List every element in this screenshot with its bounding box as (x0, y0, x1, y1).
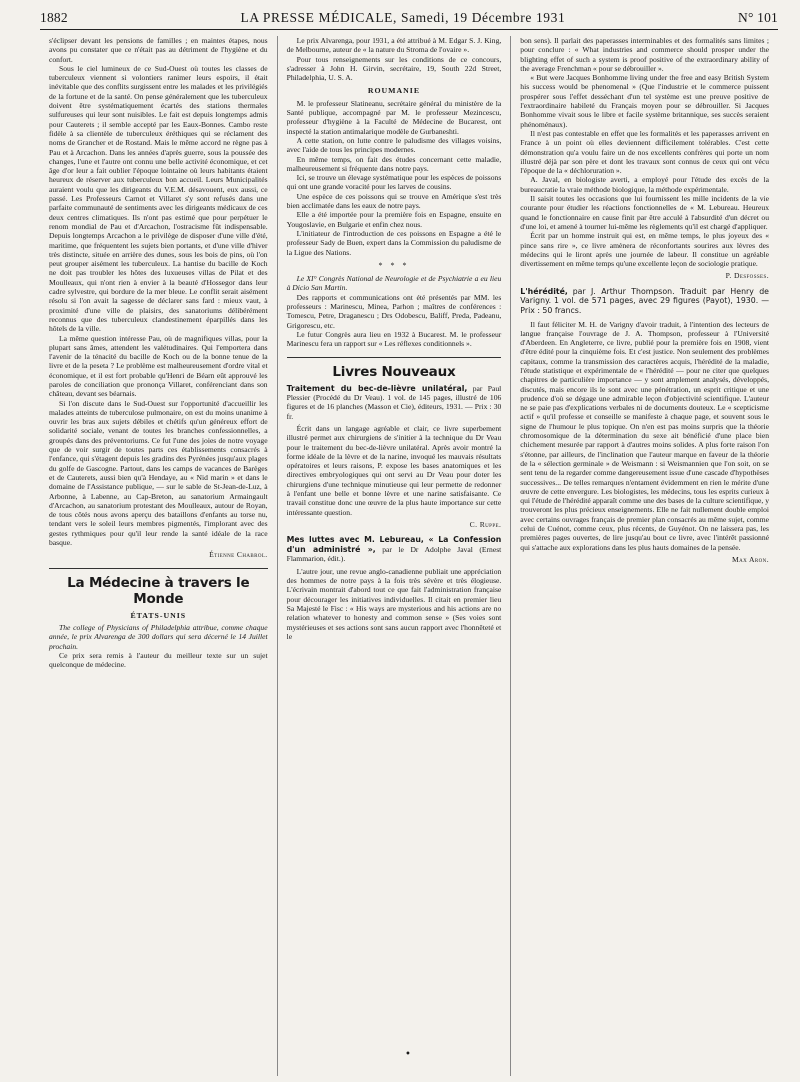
paragraph: Il saisit toutes les occasions que lui fournissent les mille incidents de la vie courante pour étudier les réactions fonctionnelles de « M. Lebureau. Heureux quand le fonctionnaire en cause finit par être acculé à l'absurdité d'un décret ou d'une loi, et amené à tourner lui-même les règlements qu'il est chargé d'appliquer. (520, 194, 769, 231)
paragraph: Le XI° Congrès National de Neurologie et de Psychiatrie a eu lieu à Dicio San Martin. (286, 274, 502, 293)
country-heading: ÉTATS-UNIS (130, 610, 187, 620)
author-signature: Étienne Chabrol. (209, 550, 268, 560)
paragraph: Sous le ciel lumineux de ce Sud-Ouest où toutes les classes de tuberculeux viennent si volontiers ranimer leurs espoirs, il était inévitable que des conflits surgissent entre les malades et les privilégiés de la fortune et de la santé. On pense généralement que les tuberculeux doivent être systématiquement écartés des stations thermales sulfureuses qui leur sont nuisibles. Le fait est depuis longtemps admis pour Cauterets ; il semble accepté par les Eaux-Bonnes. Cambo reste fidèle à sa clientèle de tuberculeux éréthiques qui se réclament des noms de Grancher et de Rostand. Mais le même accord ne règne pas à Pau et à Arcachon. Dans les années d'après guerre, sous la poussée des changes, l'une et l'autre ont connu une belle activité économique, et cet âge d'or leur a fait oublier l'époque lointaine où leurs habitants étaient heureux de réserver aux tuberculeux bon accueil. Leurs Municipalités auraient voulu que les dirigeants du V.E.M. désavouent, eux aussi, ce passé. Les Professeurs Carnot et Villaret s'y sont refusés dans une parfaite communauté de sentiments avec les dirigeants médicaux de ces deux centres climatiques. Ils n'ont pas estimé que pour perpétuer le renom mondial de Pau et d'Arcachon, l'ostracisme fût indispensable. Depuis longtemps Arcachon a le privilège de disposer d'une ville d'été, maritime, que fréquentent les sujets bien portants, et d'une ville d'hiver très distincte, située en arrière des dunes, sous les bois de pins, où l'on peut grouper aisément les tuberculeux. La hantise du bacille de Koch ne doit pas troubler les hôtes des luxueuses villas de Pilat et des Moulleaux, qui n'ont rien à envier à la beauté d'Hossegor dans leur cadre sylvestre, qui bordure de la mer bleue. Le conflit serait aisément résolu si l'on avait la sagesse de déclarer sans fard : mieux vaut, à proximité d'une ville de plaisirs, des sanatoriums délibérément reconnus que des tuberculeux clandestinement éparpillés dans les hôtels de la ville. (49, 63, 268, 334)
columns (40, 36, 778, 1076)
book-title: Mes luttes avec M. Lebureau, « La Confession d'un administré », (286, 535, 502, 554)
column-3 (510, 36, 778, 1076)
paragraph: Elle a été importée pour la première fois en Espagne, ensuite en Yougoslavie, en Bulgarie et enfin chez nous. (286, 210, 502, 229)
separator-stars: * * * (378, 260, 410, 270)
reviewer-signature: P. Desfosses. (725, 271, 769, 281)
book-meta: par Paul Plessier (Procédé du Dr Veau). 1 vol. de 145 pages, illustré de 106 figures et de 16 planches (Masson et Cie), éditeurs, 1931. — Prix : 30 fr. (286, 383, 502, 421)
paragraph: M. le professeur Slatineanu, secrétaire général du ministère de la Santé publique, accompagné par M. le professeur Mezincescu, professeur d'hygiène à la Faculté de Médecine de Bucarest, ont inspecté la station antimalarique modèle de Gurbaneshti. (286, 98, 502, 136)
paragraph: The college of Physicians of Philadelphia attribue, comme chaque année, le prix Alvarenga de 300 dollars qui sera décerné le 14 Juillet prochain. (49, 622, 268, 651)
book-title: Traitement du bec-de-lièvre unilatéral, (286, 383, 468, 393)
paragraph: Il faut féliciter M. H. de Varigny d'avoir traduit, à l'intention des lecteurs de langue française l'ouvrage de J. A. Thompson, professeur à l'Université d'Aberdeen. En Angleterre, ce livre, publié pour la première fois en 1908, vient d'être édité pour la cinquième fois. Et c'est justice. Non seulement des problèmes capitaux, comme la transmission des caractères acquis, l'hérédité de la maladie, l'étude statistique et expérimentale de « l'hérédité — pour ne citer que quelques chapitres de particulière importance — y sont amplement analysés, développés, discutés, mais encore ils le sont avec une pénétration, un esprit critique et une prudence d'où se dégage une admirable leçon d'objectivité scientifique. L'auteur ne se paie pas d'explications verbales ni de documents douteux. Le « scepticisme actif » qu'il professe et conseille se manifeste à chaque page, et souvent sous le signe de l'humour le plus topique. On n'en est pas moins surpris que la théorie chromosomique de la détermination du sexe ait bénéficié d'une place bien chichement mesurée par rapport à d'autres moins solides. A plus forte raison l'on s'étonne, par ailleurs, de l'inclination que l'auteur marque en faveur de la théorie de la « sélection germinale » de Weismann : si Weismannien que l'on soit, on se sent tenu de la regarder comme dangereusement issue d'une cascade d'hypothèses successives... De telles remarques n'entament évidemment en rien le mérite d'une œuvre de cette envergure. Les biologistes, les médecins, tous les esprits curieux à qui l'étude de l'hérédité apparaît comme une des bases de la culture scientifique, y trouveront les plus précieux enseignements. Elle ne fait nullement double emploi avec certains ouvrages français de premier plan consacrés au même sujet, comme celui de Cuénot, comme ceux, plus récents, de Guyénot. On ne laissera pas, les premières pages ouvertes, de lire jusqu'au bout ce livre, avec l'intérêt passionné qui s'attache aux explorations dans les plus hauts domaines de la pensée. (520, 319, 769, 552)
paragraph: bon sens). Il parlait des paperasses interminables et des formalités sans limites ; pour conclure : « What industries and commerce should prosper under the blighting effet of such a system is proof positive of the extraordinary ability of the average Frenchman « pour se débrouiller ». (520, 36, 769, 73)
paragraph: A cette station, on lutte contre le paludisme des villages voisins, avec l'aide de tous les principes modernes. (286, 135, 502, 155)
paragraph: « But were Jacques Bonhomme living under the free and easy British System his success would be phenomenal » (Que l'industrie et le commerce puissent prospérer sous l'effet desséchant d'un tel système est une preuve positive de l'extraordinaire habileté du Français moyen pour se débrouiller. Si Jacques Bonhomme vivait sous le libre et facile système britannique, ses succès seraient phénoménaux). (520, 73, 769, 129)
book-entry (520, 287, 769, 316)
paragraph: Une espèce de ces poissons qui se trouve en Amérique s'est très bien acclimatée dans les eaux de notre pays. (286, 191, 502, 211)
paragraph: En même temps, on fait des études concernant cette maladie, malheureusement si fréquente dans notre pays. (286, 154, 502, 173)
issue-number: N° 101 (738, 10, 778, 25)
section-heading: La Médecine à travers le Monde (49, 568, 268, 607)
paragraph: Le prix Alvarenga, pour 1931, a été attribué à M. Edgar S. J. King, de Melbourne, auteur de « la nature du Stroma de l'ovaire ». (286, 36, 502, 55)
paragraph: Ici, se trouve un élevage systématique pour les espèces de poissons qui ont une grande voracité pour les larves de cousins. (286, 173, 502, 192)
paragraph: Si l'on discute dans le Sud-Ouest sur l'opportunité d'accueillir les malades atteints de tuberculose pulmonaire, on est du moins unanime à ouvrir les bras aux sujets débiles et chétifs qu'un généreux effort de solidarité sociale, venant de toutes les branches confessionnelles, a groupés dans des préventoriums. Ce fut l'une des joies de notre voyage que de voir surgir de toutes parts ces établissements consacrés à l'enfance, qui s'étagent depuis les gradins des Pyrénées jusqu'aux plages du golfe de Gascogne. Partout, dans les camps de vacances de Barèges et de Cauterets, aussi bien qu'à Hendaye, au « Nid marin » et dans le domaine de l'Assistance publique, — sur le sable de St-Jean-de-Luz, à Arbonne, à Labenne, au Cap-Breton, au sanatorium Armaingault d'Arcachon, au sanatorium protestant des Moulleaux, autour de Royan, de tous côtés nous avons aperçu des bataillons d'enfants au torse nu, tendant vers le soleil leurs membres pigmentés, l'implorant avec des gestes rythmiques pour qu'il leur rende la santé idéale de la race basque. (49, 398, 268, 548)
paragraph: Il n'est pas contestable en effet que les formalités et les paperasses arrivent en France à un point où elles deviennent difficilement tolérables. C'est cette démonstration qu'a voulu faire un de nos excellents confrères qui porte un nom illustré déjà par son père et dont les travaux sont connus de ceux qui ont vécu l'époque de la « déchloruration ». (520, 128, 769, 176)
section-heading: Livres Nouveaux (287, 357, 502, 380)
book-title: L'hérédité, (520, 286, 568, 296)
column-2 (277, 36, 511, 1076)
column-1 (40, 36, 277, 1076)
country-heading: ROUMANIE (367, 86, 421, 96)
book-entry (287, 384, 502, 421)
paragraph: Écrit dans un langage agréable et clair, ce livre superbement illustré permet aux chirurgiens de s'initier à la technique du Dr Veau pour le traitement du bec-de-lièvre unilatéral. Après avoir montré la forme idéale de la lèvre et de la narine, invoqué les mauvais résultats opératoires et leurs raisons, P. expose les bases anatomiques et les directives embryologiques qui ont servi au Dr Veau pour doter les chirurgiens d'une technique minutieuse qui leur permette de redonner à l'enfant une belle et bonne lèvre et une narine satisfaisante. Ce travail constitue donc une œuvre de la plus haute importance sur cette intéressante question. (286, 423, 502, 517)
book-meta: par le Dr Adolphe Javal (Ernest Flammarion, édit.). (286, 544, 502, 564)
paragraph: L'autre jour, une revue anglo-canadienne publiait une appréciation des hommes de notre pays à la fois très sévère et très élogieuse. L'écrivain montrait d'abord tout ce que fait l'administration française pour décourager les initiatives individuelles. Il citait en premier lieu Sa Majesté le Fisc : « His ways are mysterious and his actions are no relation whatever to honesty and common sense » (Ses voies sont mystérieuses et ses actions sont sans aucun rapport avec l'honnêteté et le (286, 566, 502, 641)
reviewer-signature: C. Ruppe. (469, 519, 502, 529)
page-header (40, 10, 778, 30)
page-dot: • (405, 1049, 411, 1060)
book-entry (287, 535, 502, 563)
paragraph: Écrit par un homme instruit qui est, en même temps, le plus joyeux des « pince sans rire », ce livre amènera de réconfortants sourires aux lèvres des médecins qui le liront après une journée de labeur. Il constitue un agréable divertissement en même temps qu'une excellente leçon de sociologie pratique. (520, 231, 769, 269)
page-number-left: 1882 (40, 10, 68, 25)
paragraph: A. Javal, en biologiste averti, a employé pour l'étude des excès de la bureaucratie la vraie méthode biologique, la méthode expérimentale. (520, 175, 769, 194)
paragraph: Ce prix sera remis à l'auteur du meilleur texte sur un sujet quelconque de médecine. (49, 650, 268, 670)
book-meta: par J. Arthur Thompson. Traduit par Henry de Varigny. 1 vol. de 571 pages, avec 29 figures (Payot), 1930. — Prix : 50 francs. (520, 286, 769, 315)
paragraph: Le futur Congrès aura lieu en 1932 à Bucarest. M. le professeur Marinescu fera un rapport sur « Les réflexes conditionnels ». (286, 329, 502, 349)
paragraph: L'initiateur de l'introduction de ces poissons en Espagne a été le professeur Sady de Buen, expert dans la Commission du paludisme de la Ligue des Nations. (286, 228, 502, 257)
paragraph: La même question intéresse Pau, où de magnifiques villas, pour la plupart sans âmes, attendent les valétudinaires. Qui l'emportera dans l'avenir de la ténacité du bacille de Koch ou de la bonne tenue de la livre et de la peseta ? Le problème est malheureusement d'ordre vital et économique, et il est fort probable qu'Henri de Béarn eût approuvé les paroles de conciliation que prononça Villaret, conférenciant dans son château, devant ses béarnais. (49, 333, 268, 399)
reviewer-signature: Max Aron. (732, 554, 769, 564)
paragraph: Pour tous renseignements sur les conditions de ce concours, s'adresser à John H. Girvin, secrétaire, 19, South 22d Street, Philadelphia, U. S. A. (286, 54, 502, 83)
paragraph: Des rapports et communications ont été présentés par MM. les professeurs : Marinescu, Minea, Parhon ; maîtres de conférences : Tomescu, Petre, Draganescu ; Drs Odobescu, Baliff, Preda, Padeanu, Grigorescu, etc. (286, 292, 502, 330)
paragraph: s'éclipser devant les pensions de familles ; en maintes étapes, nous avons pu constater que ce n'était pas au détriment de l'hygiène et du confort. (49, 36, 268, 64)
journal-title: LA PRESSE MÉDICALE, Samedi, 19 Décembre 1931 (240, 10, 566, 25)
